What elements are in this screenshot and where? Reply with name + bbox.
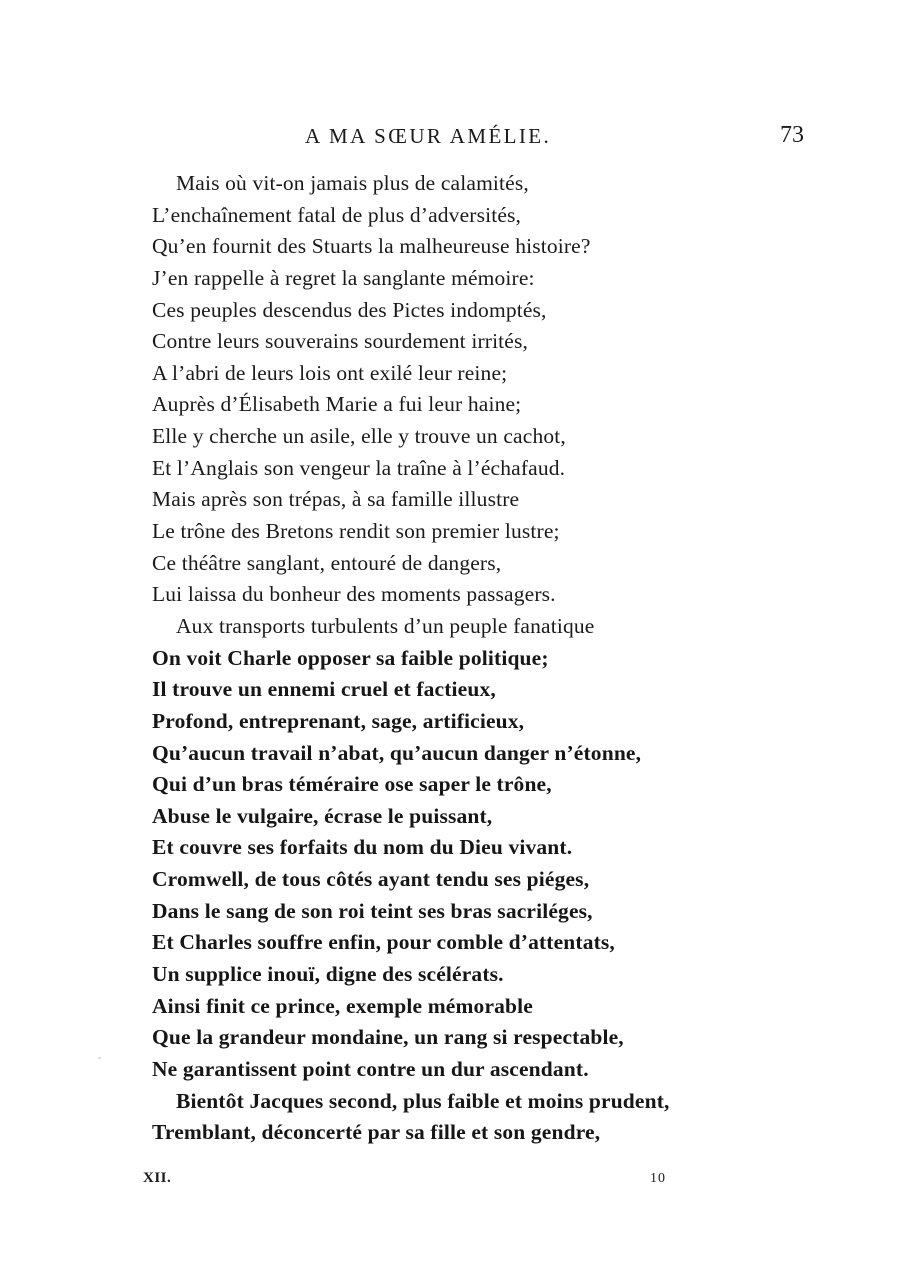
signature-mark: XII. (143, 1170, 172, 1186)
poem-verses (152, 168, 670, 1149)
verse-line: Le trône des Bretons rendit son premier lustre; (152, 519, 560, 544)
page-footer (0, 1170, 900, 1194)
verse-line: Elle y cherche un asile, elle y trouve un cachot, (152, 424, 566, 449)
verse-line: Mais où vit-on jamais plus de calamités, (176, 171, 529, 195)
verse-line: L’enchaînement fatal de plus d’adversités, (152, 202, 522, 227)
verse-line: Ne garantissent point contre un dur ascendant. (152, 1056, 589, 1081)
verse-line: Un supplice inouï, digne des scélérats. (152, 962, 504, 987)
paper-speck (98, 1057, 101, 1059)
verse-line: Qui d’un bras téméraire ose saper le trône, (152, 772, 552, 797)
verse-line: Contre leurs souverains sourdement irrités, (152, 329, 529, 354)
verse-line: Et Charles souffre enfin, pour comble d’attentats, (152, 930, 615, 955)
verse-line: Ce théâtre sanglant, entouré de dangers, (152, 550, 502, 575)
verse-line: Qu’en fournit des Stuarts la malheureuse histoire? (152, 234, 591, 259)
verse-line: Tremblant, déconcerté par sa fille et son gendre, (152, 1120, 601, 1145)
verse-line: Ces peuples descendus des Pictes indomptés, (152, 297, 547, 322)
running-title: A MA SŒUR AMÉLIE. (305, 124, 552, 148)
page-number: 73 (780, 122, 804, 148)
verse-line: Mais après son trépas, à sa famille illustre (152, 487, 520, 512)
verse-line: Lui laissa du bonheur des moments passagers. (152, 582, 556, 607)
verse-line: Et l’Anglais son vengeur la traîne à l’échafaud. (152, 455, 566, 480)
verse-line: A l’abri de leurs lois ont exilé leur reine; (152, 360, 508, 385)
verse-line: Qu’aucun travail n’abat, qu’aucun danger n’étonne, (152, 740, 642, 765)
verse-line: Abuse le vulgaire, écrase le puissant, (152, 803, 493, 828)
verse-line: Auprès d’Élisabeth Marie a fui leur haine; (152, 392, 522, 417)
running-head (0, 124, 900, 154)
verse-line: Cromwell, de tous côtés ayant tendu ses piéges, (152, 867, 590, 892)
sheet-number: 10 (650, 1171, 666, 1186)
verse-line: On voit Charle opposer sa faible politique; (152, 645, 549, 670)
verse-line: J’en rappelle à regret la sanglante mémoire: (152, 265, 535, 290)
verse-line: Aux transports turbulents d’un peuple fanatique (176, 613, 595, 638)
verse-line: Que la grandeur mondaine, un rang si respectable, (152, 1025, 624, 1050)
verse-line: Il trouve un ennemi cruel et factieux, (152, 677, 496, 702)
verse-line: Dans le sang de son roi teint ses bras sacriléges, (152, 898, 593, 923)
verse-line: Profond, entreprenant, sage, artificieux, (152, 708, 525, 733)
verse-line: Et couvre ses forfaits du nom du Dieu vivant. (152, 835, 573, 860)
verse-line: Ainsi finit ce prince, exemple mémorable (152, 993, 533, 1018)
verse-line: Bientôt Jacques second, plus faible et moins prudent, (176, 1088, 670, 1113)
